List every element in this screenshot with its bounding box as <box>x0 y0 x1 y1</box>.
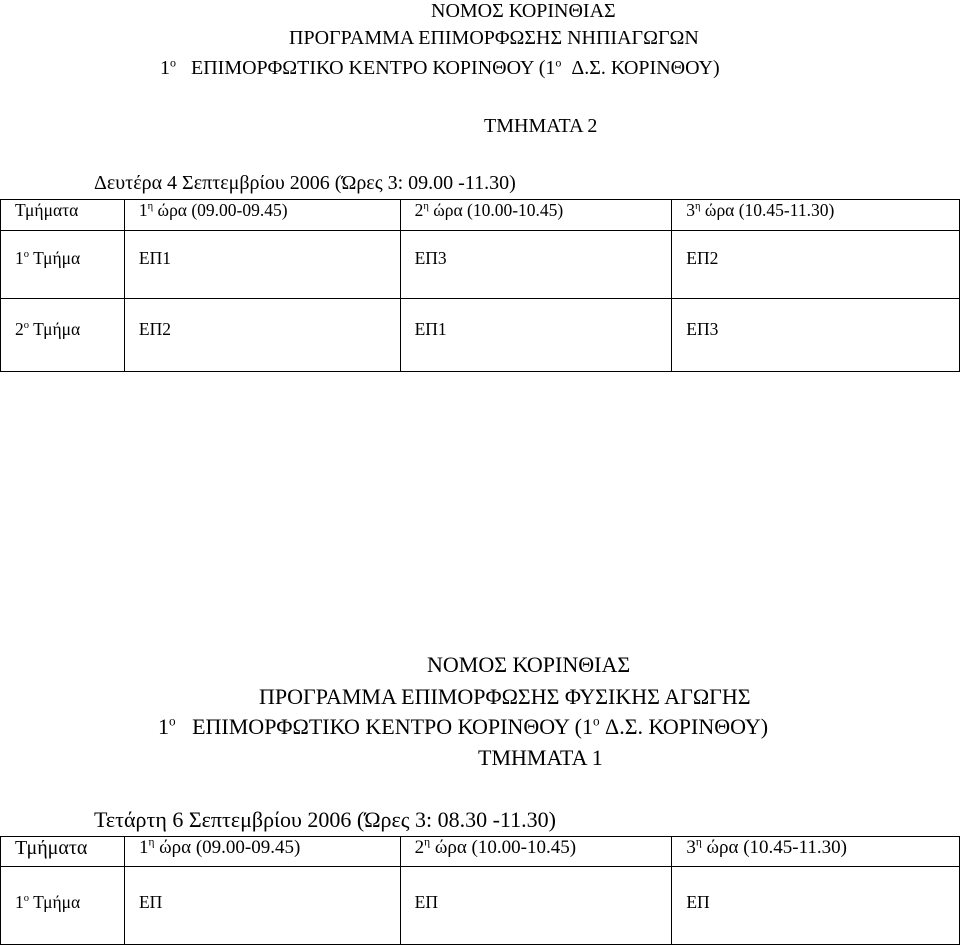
cell: ΕΠ <box>124 867 400 945</box>
doc1-title: ΝΟΜΟΣ ΚΟΡΙΝΘΙΑΣ <box>431 0 616 22</box>
header-sections: Τμήματα <box>1 200 125 231</box>
cell: ΕΠ1 <box>124 231 400 299</box>
cell: ΕΠ <box>400 867 672 945</box>
table-row <box>1 231 960 299</box>
doc2-schedule-table <box>0 836 960 945</box>
table-header-row <box>1 200 960 231</box>
doc1-date: Δευτέρα 4 Σεπτεμβρίου 2006 (Ώρες 3: 09.00 -11.30) <box>94 172 516 194</box>
doc2-center: $1^o$ ΕΠΙΜΟΡΦΩΤΙΚΟ ΚΕΝΤΡΟ ΚΟΡΙΝΘΟΥ ($1^o$ Δ.Σ. ΚΟΡΙΝΘΟΥ) <box>158 713 769 739</box>
row-label: $1^o$ Τμήμα <box>1 867 125 945</box>
doc1-sections: ΤΜΗΜΑΤΑ 2 <box>484 115 598 137</box>
header-hour-1: $1^\eta$ ώρα (09.00-09.45) <box>124 200 400 231</box>
doc1-program: ΠΡΟΓΡΑΜΜΑ ΕΠΙΜΟΡΦΩΣΗΣ ΝΗΠΙΑΓΩΓΩΝ <box>289 27 699 49</box>
doc1-schedule-table <box>0 199 960 372</box>
doc2-sections: ΤΜΗΜΑΤΑ 1 <box>478 745 603 770</box>
table-row <box>1 299 960 372</box>
header-hour-3: $3^\eta$ ώρα (10.45-11.30) <box>672 837 960 867</box>
doc1-center: $1^o$ ΕΠΙΜΟΡΦΩΤΙΚΟ ΚΕΝΤΡΟ ΚΟΡΙΝΘΟΥ ($1^o$ Δ.Σ. ΚΟΡΙΝΘΟΥ) <box>160 55 720 79</box>
doc2-date: Τετάρτη 6 Σεπτεμβρίου 2006 (Ώρες 3: 08.30 -11.30) <box>94 807 556 832</box>
doc2-program: ΠΡΟΓΡΑΜΜΑ ΕΠΙΜΟΡΦΩΣΗΣ ΦΥΣΙΚΗΣ ΑΓΩΓΗΣ <box>259 684 751 709</box>
row-label: $2^o$ Τμήμα <box>1 299 125 372</box>
table-row <box>1 867 960 945</box>
cell: ΕΠ1 <box>400 299 672 372</box>
header-hour-1: $1^\eta$ ώρα (09.00-09.45) <box>124 837 400 867</box>
table-header-row <box>1 837 960 867</box>
doc2-title: ΝΟΜΟΣ ΚΟΡΙΝΘΙΑΣ <box>427 652 631 677</box>
cell: ΕΠ2 <box>672 231 960 299</box>
header-hour-3: $3^\eta$ ώρα (10.45-11.30) <box>672 200 960 231</box>
cell: ΕΠ3 <box>400 231 672 299</box>
row-label: $1^o$ Τμήμα <box>1 231 125 299</box>
header-hour-2: $2^\eta$ ώρα (10.00-10.45) <box>400 837 672 867</box>
cell: ΕΠ3 <box>672 299 960 372</box>
header-hour-2: $2^\eta$ ώρα (10.00-10.45) <box>400 200 672 231</box>
cell: ΕΠ <box>672 867 960 945</box>
header-sections: Τμήματα <box>1 837 125 867</box>
cell: ΕΠ2 <box>124 299 400 372</box>
